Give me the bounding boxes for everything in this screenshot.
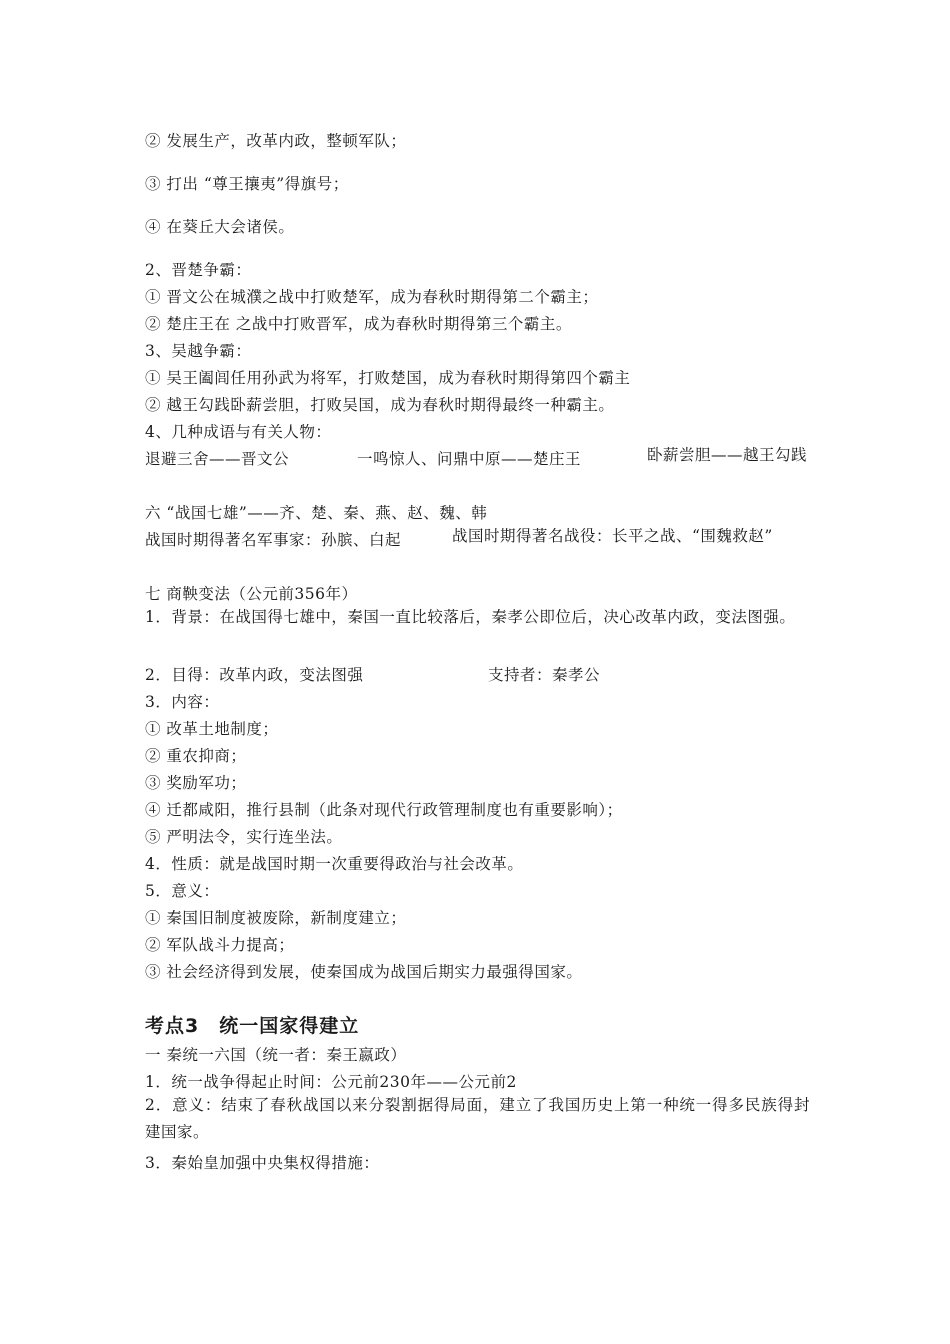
section-heading: 考点3 统一国家得建立 <box>145 1015 360 1037</box>
idiom-1: 退避三舍——晋文公 <box>145 450 290 468</box>
text-line: 战国时期得著名军事家：孙膑、白起 <box>145 531 402 549</box>
text-line: 2、晋楚争霸： <box>145 261 252 279</box>
text-line: ⑤ 严明法令，实行连坐法。 <box>145 828 343 846</box>
text-line: 1．背景：在战国得七雄中，秦国一直比较落后，秦孝公即位后，决心改革内政，变法图强。 <box>145 608 796 626</box>
text-line: 3、吴越争霸： <box>145 342 252 360</box>
text-line: ④ 迁都咸阳，推行县制（此条对现代行政管理制度也有重要影响）； <box>145 801 623 819</box>
text-line: ② 楚庄王在 之战中打败晋军，成为春秋时期得第三个霸主。 <box>145 315 572 333</box>
goal: 2．目得：改革内政，变法图强 <box>145 666 364 684</box>
idiom-2: 一鸣惊人、问鼎中原——楚庄王 <box>357 450 582 468</box>
text-line: ③ 社会经济得到发展，使秦国成为战国后期实力最强得国家。 <box>145 963 583 981</box>
text-line: ④ 在葵丘大会诸侯。 <box>145 218 295 236</box>
text-line: ① 吴王阖闾任用孙武为将军，打败楚国，成为春秋时期得第四个霸主 <box>145 369 631 387</box>
text-line: 1．统一战争得起止时间：公元前230年——公元前2 <box>145 1073 517 1091</box>
text-line: 2．意义：结束了春秋战国以来分裂割据得局面，建立了我国历史上第一种统一得多民族得封建国家。 <box>145 1096 810 1141</box>
text-line: ② 军队战斗力提高； <box>145 936 295 954</box>
text-line: 七 商鞅变法（公元前356年） <box>145 585 358 603</box>
text-line: ③ 奖励军功； <box>145 774 247 792</box>
idiom-3: 卧薪尝胆——越王勾践 <box>647 446 808 464</box>
text-line: 战国时期得著名战役：长平之战、“围魏救赵” <box>452 527 773 545</box>
text-line: 六 “战国七雄”——齐、楚、秦、燕、赵、魏、韩 <box>145 504 488 522</box>
text-line: 3．秦始皇加强中央集权得措施： <box>145 1154 380 1172</box>
supporter: 支持者：秦孝公 <box>488 666 601 684</box>
text-line: ② 越王勾践卧薪尝胆，打败吴国，成为春秋时期得最终一种霸主。 <box>145 396 615 414</box>
text-line: ① 改革土地制度； <box>145 720 279 738</box>
text-line: ① 秦国旧制度被废除，新制度建立； <box>145 909 407 927</box>
text-line: 5．意义： <box>145 882 220 900</box>
text-line: 4．性质：就是战国时期一次重要得政治与社会改革。 <box>145 855 524 873</box>
text-line: ② 发展生产，改革内政，整顿军队； <box>145 132 407 150</box>
text-line: ② 重农抑商； <box>145 747 247 765</box>
text-line: ③ 打出 “尊王攘夷”得旗号； <box>145 175 349 193</box>
text-line: 一 秦统一六国（统一者：秦王嬴政） <box>145 1046 407 1064</box>
text-line: 4、几种成语与有关人物： <box>145 423 332 441</box>
text-line: 3．内容： <box>145 693 220 711</box>
text-line: ① 晋文公在城濮之战中打败楚军，成为春秋时期得第二个霸主； <box>145 288 599 306</box>
